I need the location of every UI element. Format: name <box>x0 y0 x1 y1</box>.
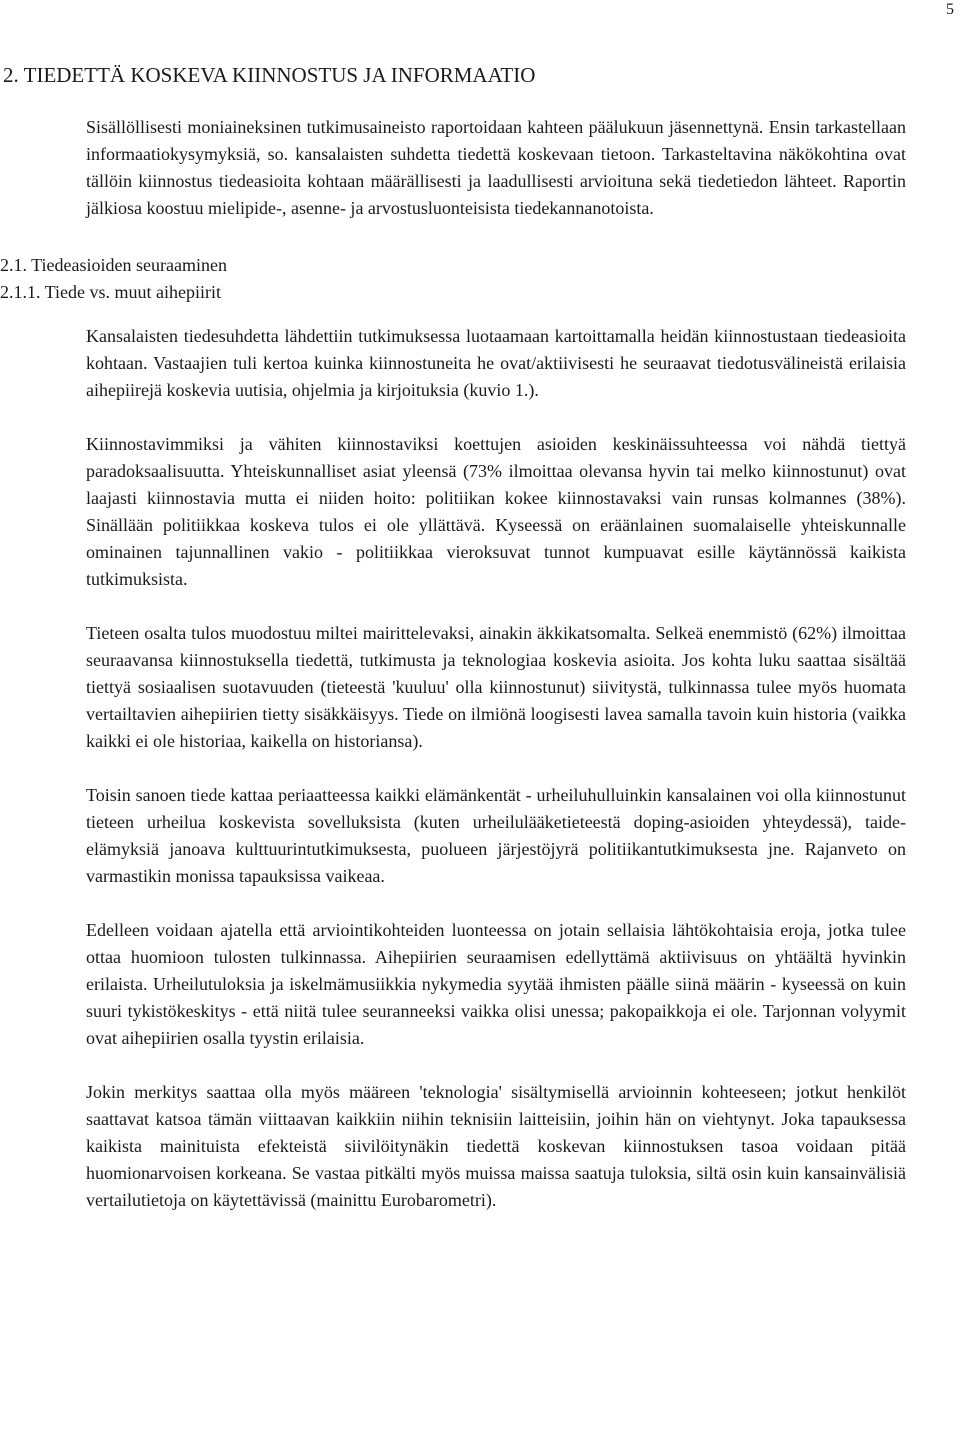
page-number: 5 <box>946 1 954 18</box>
body-paragraph: Edelleen voidaan ajatella että arviointikohteiden luonteessa on jotain sellaisia lähtökohtaisia eroja, jotka tulee ottaa huomioon tulosten tulkinnassa. Aihepiirien seuraamisen edellyttämä aktiivisuus on yhtäältä hyvinkin erilaista. Urheilutuloksia ja iskelmämusiikkia nykymedia syytää ihmisten päälle siinä määrin - kyseessä on kuin suuri tykistökeskitys - että niitä tulee seuranneeksi vaikka olisi unessa; pakopaikkoja ei ole. Tarjonnan volyymit ovat aihepiirien osalla tyystin erilaisia. <box>86 920 906 1048</box>
body-paragraph: Tieteen osalta tulos muodostuu miltei mairittelevaksi, ainakin äkkikatsomalta. Selkeä enemmistö (62%) ilmoittaa seuraavansa kiinnostuksella tiedettä, tutkimusta ja teknologiaa koskevia asioita. Jos kohta luku saattaa sisältää tiettyä sosiaalisen suotavuuden (tieteestä 'kuuluu' olla kiinnostunut) siivitystä, tulkinnassa tulee myös huomata vertailtavien aihepiirien tietty sisäkkäisyys. Tiede on ilmiönä loogisesti lavea samalla tavoin kuin historia (vaikka kaikki ei ole historiaa, kaikella on historiansa). <box>86 623 906 751</box>
chapter-heading: 2. TIEDETTÄ KOSKEVA KIINNOSTUS JA INFORMAATIO <box>3 63 536 87</box>
body-paragraph: Kansalaisten tiedesuhdetta lähdettiin tutkimuksessa luotaamaan kartoittamalla heidän kiinnostustaan tiedeasioita kohtaan. Vastaajien tuli kertoa kuinka kiinnostuneita he ovat/aktiivisesti he seuraavat tiedotusvälineistä erilaisia aihepiirejä koskevia uutisia, ohjelmia ja kirjoituksia (kuvio 1.). <box>86 326 906 400</box>
document-body <box>0 114 906 1241</box>
body-paragraph: Kiinnostavimmiksi ja vähiten kiinnostaviksi koettujen asioiden keskinäissuhteessa voi nähdä tiettyä paradoksaalisuutta. Yhteiskunnalliset asiat yleensä (73% ilmoittaa olevansa hyvin tai melko kiinnostunut) ovat laajasti kiinnostavia mutta ei niiden hoito: politiikan kokee kiinnostavaksi vain runsas kolmannes (38%). Sinällään politiikkaa koskeva tulos ei ole yllättävä. Kyseessä on eräänlainen suomalaiselle yhteiskunnalle ominainen tajunnallinen vakio - politiikkaa vieroksuvat tunnot kumpuavat esille käytännössä kaikista tutkimuksista. <box>86 434 906 589</box>
subsection-heading: 2.1.1. Tiede vs. muut aihepiirit <box>0 282 222 302</box>
intro-paragraph: Sisällöllisesti moniaineksinen tutkimusaineisto raportoidaan kahteen päälukuun jäsennettynä. Ensin tarkastellaan informaatiokysymyksiä, so. kansalaisten suhdetta tiedettä koskevaan tietoon. Tarkasteltavina näkökohtina ovat tällöin kiinnostus tiedeasioita kohtaan määrällisesti ja laadullisesti arvioituna sekä tiedetiedon lähteet. Raportin jälkiosa koostuu mielipide-, asenne- ja arvostusluonteisista tiedekannanotoista. <box>86 117 906 218</box>
body-paragraph: Toisin sanoen tiede kattaa periaatteessa kaikki elämänkentät - urheiluhulluinkin kansalainen voi olla kiinnostunut tieteen urheilua koskevista sovelluksista (kuten urheilulääketieteestä doping-asioiden yhteydessä), taide-elämyksiä janoava kulttuurintutkimuksesta, puolueen järjestöjyrä politiikantutkimuksesta jne. Rajanveto on varmastikin monissa tapauksissa vaikeaa. <box>86 785 906 886</box>
section-headings <box>0 252 906 306</box>
body-paragraph: Jokin merkitys saattaa olla myös määreen 'teknologia' sisältymisellä arvioinnin kohteeseen; jotkut henkilöt saattavat katsoa tämän viittaavan kaikkiin niihin teknisiin laitteisiin, joihin hän on viehtynyt. Joka tapauksessa kaikista mainituista efekteistä siivilöitynäkin tiedettä koskevan kiinnostuksen tasoa voidaan pitää huomionarvoisen korkeana. Se vastaa pitkälti myös muissa maissa saatuja tuloksia, siltä osin kuin kansainvälisiä vertailutietoja on käytettävissä (mainittu Eurobarometri). <box>86 1082 906 1210</box>
section-heading: 2.1. Tiedeasioiden seuraaminen <box>0 255 227 275</box>
